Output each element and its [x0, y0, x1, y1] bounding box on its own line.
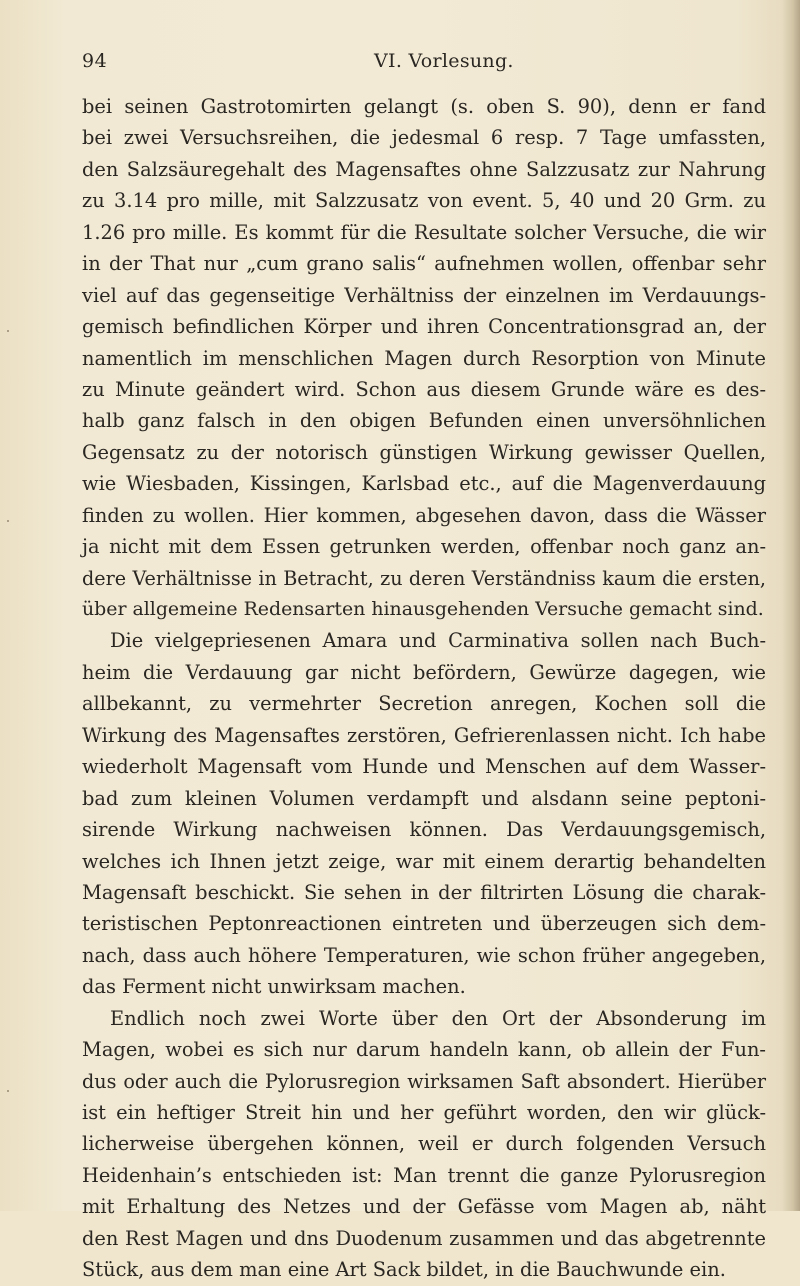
- text-line: den Rest Magen und dns Duodenum zusammen und das abgetrennte: [82, 1226, 766, 1250]
- margin-speck: [7, 1090, 9, 1092]
- text-line: zu Minute geändert wird. Schon aus diesem Grunde wäre es des-: [82, 377, 766, 401]
- text-line: mit Erhaltung des Netzes und der Gefässe vom Magen ab, näht: [82, 1195, 766, 1219]
- text-line: das Ferment nicht unwirksam machen.: [82, 975, 466, 999]
- text-line: dus oder auch die Pylorusregion wirksamen Saft absondert. Hierüber: [82, 1069, 766, 1093]
- text-line: in der That nur „cum grano salis“ aufnehmen wollen, offenbar sehr: [82, 252, 766, 276]
- text-line: viel auf das gegenseitige Verhältniss der einzelnen im Verdauungs-: [82, 283, 766, 307]
- text-line: allbekannt, zu vermehrter Secretion anregen, Kochen soll die: [82, 692, 766, 716]
- text-line: heim die Verdauung gar nicht befördern, Gewürze dagegen, wie: [82, 660, 766, 684]
- text-line: dere Verhältnisse in Betracht, zu deren Verständniss kaum die ersten,: [82, 566, 766, 590]
- text-line: halb ganz falsch in den obigen Befunden einen unversöhnlichen: [82, 409, 766, 433]
- text-line: wiederholt Magensaft vom Hunde und Menschen auf dem Wasser-: [82, 755, 766, 779]
- text-line: Stück, aus dem man eine Art Sack bildet, in die Bauchwunde ein.: [82, 1258, 726, 1282]
- page-header: [82, 50, 742, 80]
- text-line: über allgemeine Redensarten hinausgehenden Versuche gemacht sind.: [82, 598, 764, 620]
- text-line: Gegensatz zu der notorisch günstigen Wirkung gewisser Quellen,: [82, 440, 766, 464]
- text-line: bei zwei Versuchsreihen, die jedesmal 6 resp. 7 Tage umfassten,: [82, 126, 766, 150]
- text-line: 1.26 pro mille. Es kommt für die Resultate solcher Versuche, die wir: [82, 220, 766, 244]
- page-number: 94: [82, 50, 108, 72]
- text-line: ist ein heftiger Streit hin und her geführt worden, den wir glück-: [82, 1101, 766, 1124]
- text-line: den Salzsäuregehalt des Magensaftes ohne Salzzusatz zur Nahrung: [82, 157, 766, 181]
- text-line: sirende Wirkung nachweisen können. Das Verdauungsgemisch,: [82, 818, 766, 842]
- text-line: finden zu wollen. Hier kommen, abgesehen davon, dass die Wässer: [82, 503, 766, 527]
- text-line: bei seinen Gastrotomirten gelangt (s. oben S. 90), denn er fand: [82, 95, 766, 118]
- text-line: Magen, wobei es sich nur darum handeln kann, ob allein der Fun-: [82, 1038, 766, 1062]
- paragraph-start-line: Die vielgepriesenen Amara und Carminativa sollen nach Buch-: [110, 629, 766, 653]
- text-line: welches ich Ihnen jetzt zeige, war mit einem derartig behandelten: [82, 849, 766, 873]
- text-line: Magensaft beschickt. Sie sehen in der filtrirten Lösung die charak-: [82, 880, 766, 904]
- text-line: wie Wiesbaden, Kissingen, Karlsbad etc., auf die Magenverdauung: [82, 472, 766, 496]
- text-line: Heidenhain’s entschieden ist: Man trennt die ganze Pylorusregion: [82, 1163, 766, 1187]
- body-text: [82, 91, 766, 1286]
- text-line: gemisch befindlichen Körper und ihren Concentrationsgrad an, der: [82, 315, 766, 339]
- page-edge-shadow: [782, 0, 800, 1211]
- text-line: nach, dass auch höhere Temperaturen, wie schon früher angegeben,: [82, 943, 766, 967]
- text-line: Wirkung des Magensaftes zerstören, Gefrierenlassen nicht. Ich habe: [82, 723, 766, 747]
- text-line: licherweise übergehen können, weil er durch folgenden Versuch: [82, 1132, 766, 1156]
- paragraph-start-line: Endlich noch zwei Worte über den Ort der Absonderung im: [110, 1006, 766, 1030]
- text-line: teristischen Peptonreactionen eintreten und überzeugen sich dem-: [82, 912, 766, 936]
- margin-speck: [7, 520, 9, 522]
- margin-speck: [7, 330, 9, 332]
- text-line: namentlich im menschlichen Magen durch Resorption von Minute: [82, 346, 766, 370]
- running-head: VI. Vorlesung.: [374, 50, 514, 72]
- text-line: zu 3.14 pro mille, mit Salzzusatz von event. 5, 40 und 20 Grm. zu: [82, 189, 766, 213]
- text-line: ja nicht mit dem Essen getrunken werden, offenbar noch ganz an-: [82, 535, 766, 559]
- text-line: bad zum kleinen Volumen verdampft und alsdann seine peptoni-: [82, 786, 766, 810]
